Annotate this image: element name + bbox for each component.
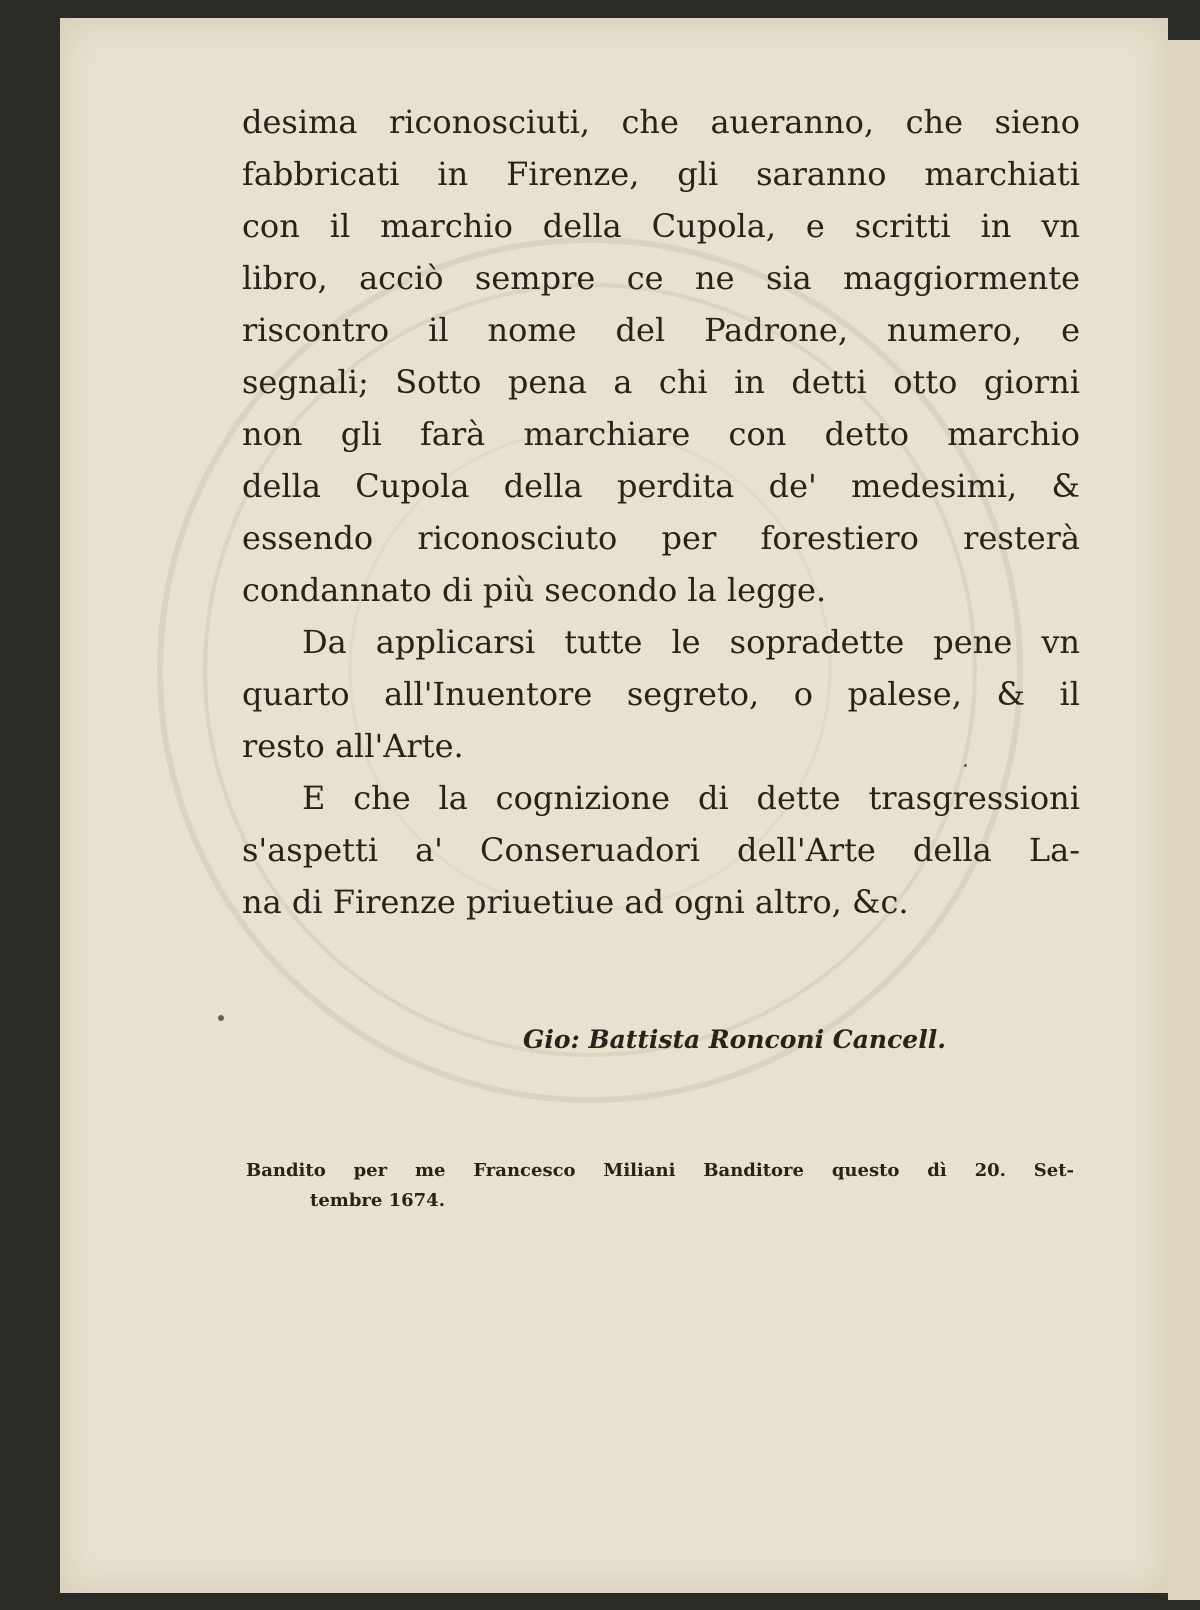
proclamation-footer — [246, 1156, 1074, 1216]
ink-speck — [964, 764, 967, 767]
text-line: fabbricati in Firenze, gli saranno marchiati — [242, 155, 1080, 193]
text-line: segnali; Sotto pena a chi in detti otto giorni — [242, 363, 1080, 401]
text-line: non gli farà marchiare con detto marchio — [242, 415, 1080, 453]
text-line: riscontro il nome del Padrone, numero, e — [242, 311, 1080, 349]
text-line: quarto all'Inuentore segreto, o palese, & il — [242, 675, 1080, 713]
footer-line: Bandito per me Francesco Miliani Banditore questo dì 20. Set- — [246, 1160, 1074, 1181]
text-line: essendo riconosciuto per forestiero resterà — [242, 519, 1080, 557]
text-line: della Cupola della perdita de' medesimi, & — [242, 467, 1080, 505]
text-line: con il marchio della Cupola, e scritti in vn — [242, 207, 1080, 245]
signature: Gio: Battista Ronconi Cancell. — [523, 1025, 946, 1054]
document-body — [242, 96, 1080, 928]
text-line: desima riconosciuti, che aueranno, che sieno — [242, 103, 1080, 141]
adjacent-page-edge — [1168, 40, 1200, 1600]
text-line: s'aspetti a' Conseruadori dell'Arte della La- — [242, 831, 1080, 869]
text-line: condannato di più secondo la legge. — [242, 571, 827, 609]
text-line: na di Firenze priuetiue ad ogni altro, &c. — [242, 883, 909, 921]
ink-speck — [218, 1015, 224, 1021]
footer-line: tembre 1674. — [310, 1190, 445, 1211]
text-line: E che la cognizione di dette trasgressioni — [302, 779, 1080, 817]
text-line: Da applicarsi tutte le sopradette pene vn — [302, 623, 1080, 661]
text-line: libro, acciò sempre ce ne sia maggiormente — [242, 259, 1080, 297]
text-line: resto all'Arte. — [242, 727, 464, 765]
